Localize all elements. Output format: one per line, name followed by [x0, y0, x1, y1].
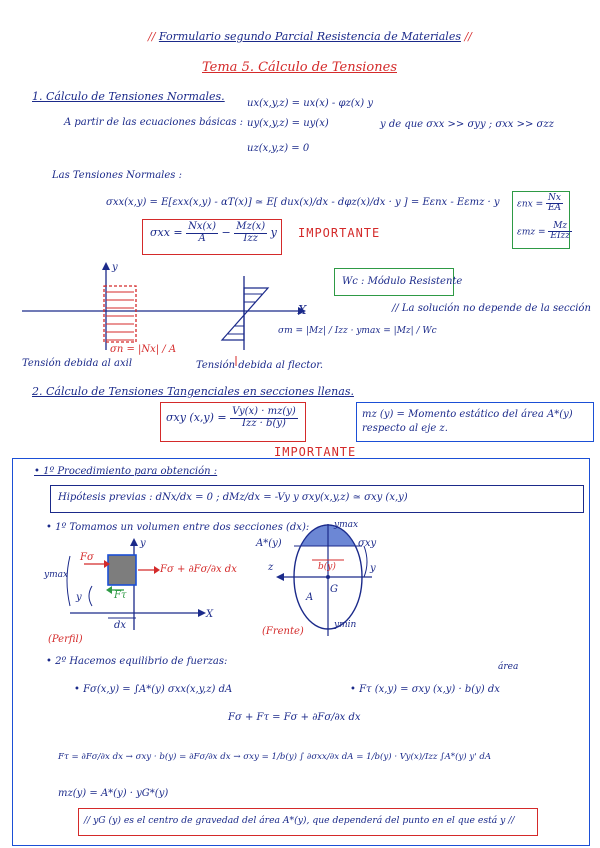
- important-label-1: IMPORTANTE: [298, 226, 381, 240]
- topic-title: Tema 5. Cálculo de Tensiones: [202, 60, 397, 75]
- axial-axis-y: y: [112, 262, 118, 273]
- f-sigma-plus-label: Fσ + ∂Fσ/∂x dx: [160, 564, 237, 575]
- bending-den: Izz: [243, 232, 258, 244]
- eq-fsigma: • Fσ(x,y) = ∫A*(y) σxx(x,y,z) dA: [74, 684, 233, 695]
- section1-intro: A partir de las ecuaciones básicas :: [64, 117, 244, 128]
- dx-label: dx: [114, 620, 127, 631]
- strain-nx-den: EA: [547, 203, 562, 214]
- f-tau-label: Fτ: [114, 590, 127, 601]
- shear-den: Izz · b(y): [242, 417, 286, 429]
- eq-uz: uz(x,y,z) = 0: [247, 143, 310, 154]
- procedure-heading: • 1º Procedimiento para obtención :: [34, 466, 218, 477]
- strain-nx-lhs: εnx =: [517, 199, 544, 210]
- eq-ftau: • Fτ (x,y) = σxy (x,y) · b(y) dx: [350, 684, 500, 695]
- title-slashes-left: //: [148, 30, 159, 43]
- shear-num: Vy(x) · mz(y): [232, 406, 296, 417]
- strain-mz-den: EIzz: [550, 231, 570, 242]
- note-section: // La solución no depende de la sección: [392, 303, 591, 314]
- y-label: y: [76, 592, 82, 603]
- z-label: z: [268, 562, 274, 573]
- main-formula-minus: −: [221, 226, 231, 239]
- moment-def-text: mz (y) = Momento estático del área A*(y) respecto al eje z.: [362, 409, 573, 434]
- g-label: G: [330, 584, 338, 595]
- front-label: (Frente): [262, 626, 304, 637]
- eq-ux: ux(x,y,z) = ux(x) - φz(x) y: [247, 98, 374, 109]
- section1-heading: 1. Cálculo de Tensiones Normales.: [32, 90, 225, 103]
- normals-label: Las Tensiones Normales :: [52, 170, 182, 181]
- wc-label: Wc : Módulo Resistente: [342, 276, 463, 287]
- step2: • 2º Hacemos equilibrio de fuerzas:: [46, 656, 228, 667]
- eq-condition: y de que σxx >> σyy ; σxx >> σzz: [380, 119, 554, 130]
- axial-den: A: [198, 232, 206, 244]
- ymin-label: ymin: [334, 620, 357, 630]
- centroid-note: // yG (y) es el centro de gravedad del área A*(y), que dependerá del punto en el que está y //: [84, 815, 515, 826]
- a-label: A: [306, 592, 314, 603]
- caption-bending: Tensión debida al flector.: [196, 360, 324, 371]
- shear-formula-lhs: σxy (x,y) =: [166, 411, 227, 424]
- axial-num: Nx(x): [188, 221, 216, 232]
- section2-heading: 2. Cálculo de Tensiones Tangenciales en secciones llenas.: [32, 385, 354, 398]
- sigma-m-label: σm = |Mz| / Izz · ymax = |Mz| / Wc: [278, 326, 437, 336]
- main-formula-lhs: σxx =: [150, 226, 183, 239]
- y-front-brace: [364, 546, 367, 577]
- area-label: área: [498, 662, 519, 672]
- front-y-label: y: [370, 563, 376, 574]
- by-label: b(y): [318, 562, 336, 572]
- sigma-expansion: σxx(x,y) = E[εxx(x,y) - αT(x)] ≃ E[ dux(x)/dx - dφz(x)/dx · y ] = Eεnx - Eεmz · y: [106, 197, 500, 208]
- a-star-label: A*(y): [256, 538, 282, 549]
- ymax-front-label: ymax: [334, 520, 359, 530]
- profile-y-label: y: [140, 538, 146, 549]
- important-label-2: IMPORTANTE: [274, 445, 357, 459]
- caption-axial: Tensión debida al axil: [22, 358, 133, 369]
- eq-uy: uy(x,y,z) = uy(x): [247, 118, 329, 129]
- eq-balance: Fσ + Fτ = Fσ + ∂Fσ/∂x dx: [228, 712, 361, 723]
- bending-num: Mz(x): [236, 221, 266, 232]
- f-sigma-label: Fσ: [80, 552, 94, 563]
- axis-x-label: X: [298, 303, 307, 317]
- eq-mz: mz(y) = A*(y) · yG*(y): [58, 788, 169, 799]
- centroid-point: [326, 575, 330, 579]
- step1: • 1º Tomamos un volumen entre dos secciones (dx):: [46, 522, 310, 533]
- ymax-label: ymax: [44, 570, 69, 580]
- strain-mz-lhs: εmz =: [517, 227, 546, 238]
- profile-label: (Perfil): [48, 634, 83, 645]
- profile-x-label: X: [206, 609, 214, 620]
- eq-chain: Fτ = ∂Fσ/∂x dx → σxy · b(y) = ∂Fσ/∂x dx → σxy = 1/b(y) ∫ ∂σxx/∂x dA = 1/b(y) · Vy(x)/Izz ∫A*(y) y' dA: [58, 752, 492, 762]
- sigma-n-label: σn = |Nx| / A: [110, 344, 177, 355]
- title-slashes-right: //: [460, 30, 472, 43]
- main-formula-tail: y: [270, 226, 277, 239]
- strain-mz-num: Mz: [548, 222, 572, 232]
- hypothesis: Hipótesis previas : dNx/dx = 0 ; dMz/dx = -Vy y σxy(x,y,z) ≃ σxy (x,y): [58, 492, 408, 503]
- page-title-text: Formulario segundo Parcial Resistencia de Materiales: [158, 30, 461, 43]
- sxy-label: σxy: [358, 538, 377, 549]
- strain-nx-num: Nx: [546, 194, 563, 204]
